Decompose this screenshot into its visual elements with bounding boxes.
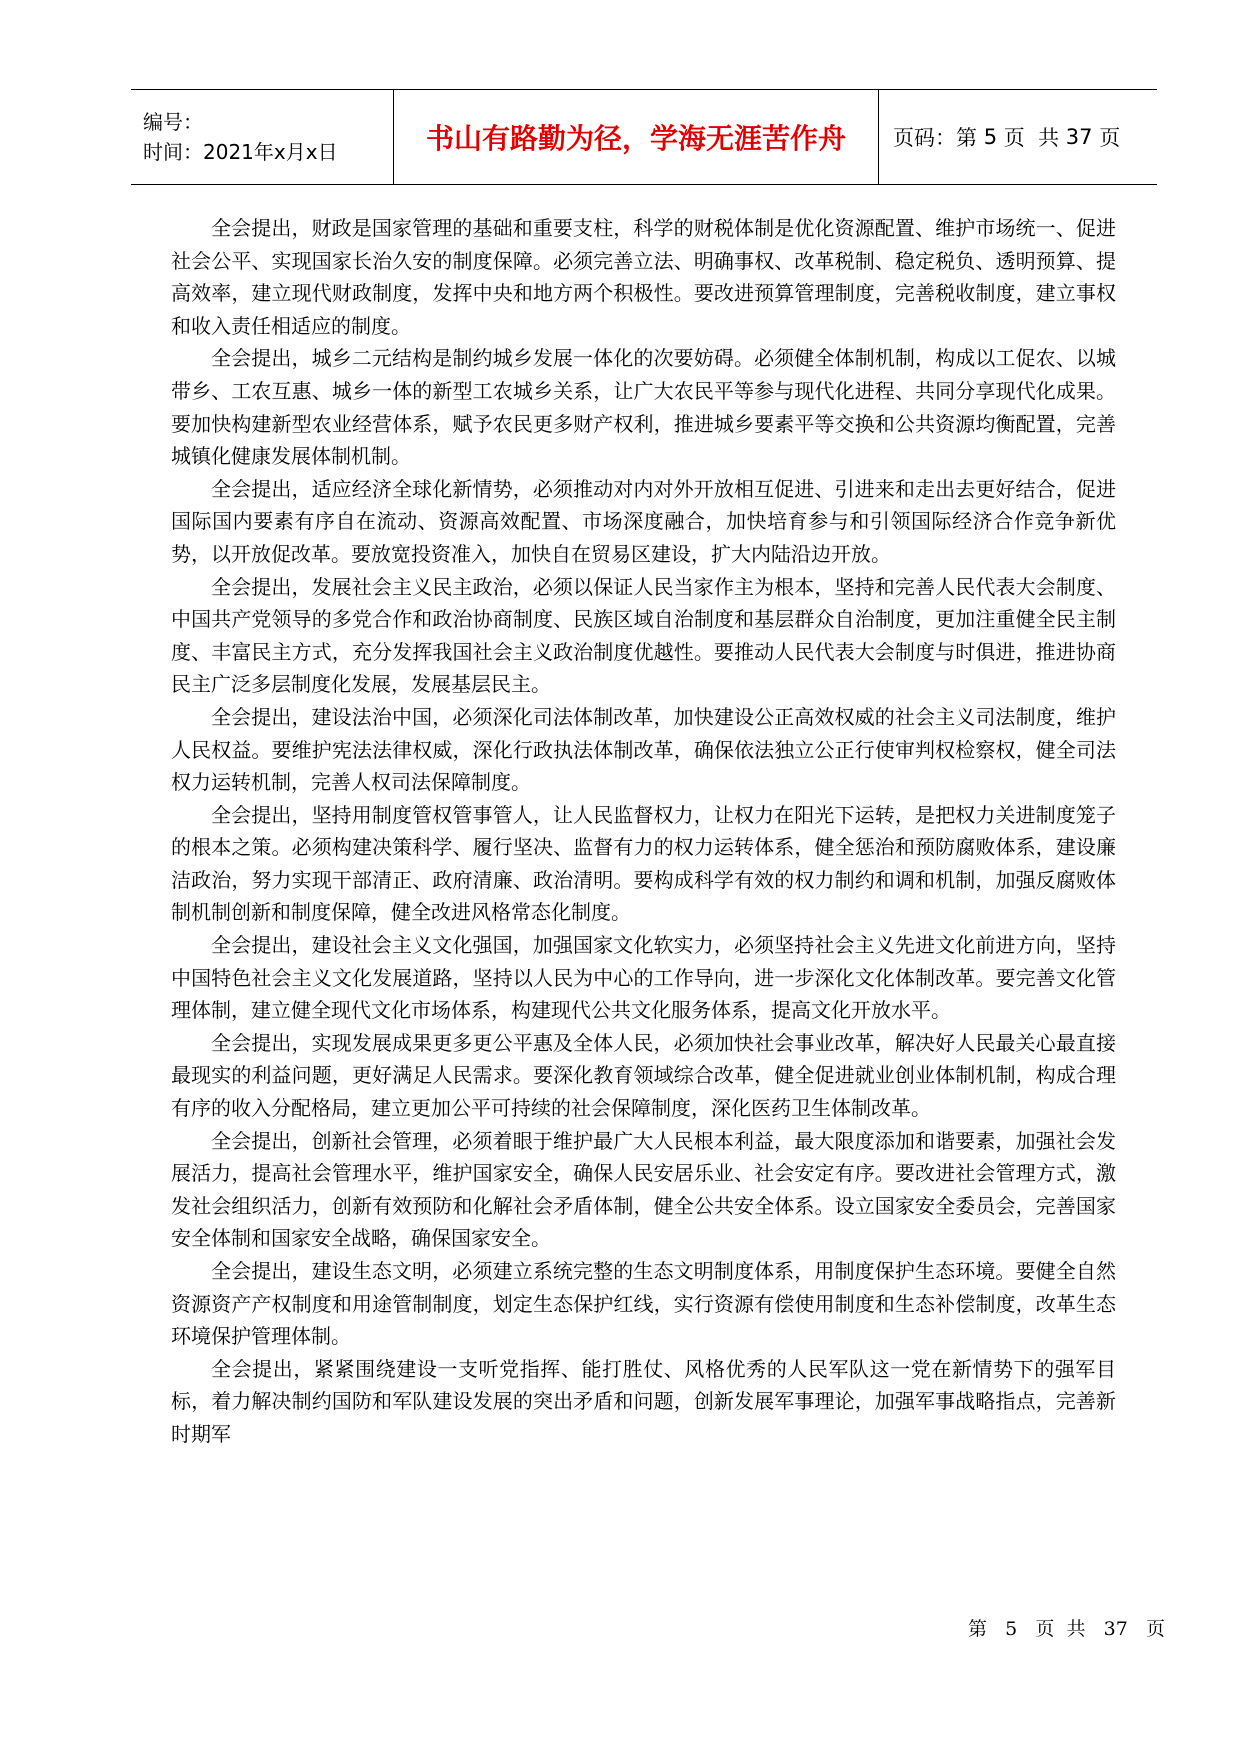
paragraph: 全会提出，创新社会管理，必须着眼于维护最广大人民根本利益，最大限度添加和谐要素，加强社会发展活力，提高社会管理水平，维护国家安全，确保人民安居乐业、社会安定有序。要改进社会管理方式，激发社会组织活力，创新有效预防和化解社会矛盾体制，健全公共安全体系。设立国家安全委员会，完善国家安全体制和国家安全战略，确保国家安全。 [171,1128,1116,1251]
paragraph: 全会提出，建设社会主义文化强国，加强国家文化软实力，必须坚持社会主义先进文化前进方向，坚持中国特色社会主义文化发展道路，坚持以人民为中心的工作导向，进一步深化文化体制改革。要完善文化管理体制，建立健全现代文化市场体系，构建现代公共文化服务体系，提高文化开放水平。 [171,933,1116,1023]
footer-current: 5 [1005,1618,1018,1640]
paragraph: 全会提出，坚持用制度管权管事管人，让人民监督权力，让权力在阳光下运转，是把权力关进制度笼子的根本之策。必须构建决策科学、履行坚决、监督有力的权力运转体系，健全惩治和预防腐败体系，建设廉洁政治，努力实现干部清正、政府清廉、政治清明。要构成科学有效的权力制约和调和机制，加强反腐败体制机制创新和制度保障，健全改进风格常态化制度。 [171,802,1116,925]
footer-total: 37 [1103,1618,1128,1640]
page-mid: 页 共 [1003,126,1060,150]
footer-unit: 页 [1145,1618,1165,1640]
paragraph: 全会提出，实现发展成果更多更公平惠及全体人民，必须加快社会事业改革，解决好人民最关心最直接最现实的利益问题，更好满足人民需求。要深化教育领域综合改革，健全促进就业创业体制机制，构成合理有序的收入分配格局，建立更加公平可持续的社会保障制度，深化医药卫生体制改革。 [171,1030,1116,1121]
header-meta [131,90,393,184]
header-page-code [879,90,1157,184]
page-code-label: 页码：第 [893,126,977,150]
time-label: 时间：2021年x月x日 [143,140,338,164]
motto-text: 书山有路勤为径，学海无涯苦作舟 [425,122,846,155]
paragraph: 全会提出，建设法治中国，必须深化司法体制改革，加快建设公正高效权威的社会主义司法制度，维护人民权益。要维护宪法法律权威，深化行政执法体制改革，确保依法独立公正行使审判权检察权，健全司法权力运转机制，完善人权司法保障制度。 [171,704,1116,795]
paragraph: 全会提出，财政是国家管理的基础和重要支柱，科学的财税体制是优化资源配置、维护市场统一、促进社会公平、实现国家长治久安的制度保障。必须完善立法、明确事权、改革税制、稳定税负、透明预算、提高效率，建立现代财政制度，发挥中央和地方两个积极性。要改进预算管理制度，完善税收制度，建立事权和收入责任相适应的制度。 [171,216,1116,338]
paragraph: 全会提出，发展社会主义民主政治，必须以保证人民当家作主为根本，坚持和完善人民代表大会制度、中国共产党领导的多党合作和政治协商制度、民族区域自治制度和基层群众自治制度，更加注重健全民主制度、丰富民主方式，充分发挥我国社会主义政治制度优越性。要推动人民代表大会制度与时俱进，推进协商民主广泛多层制度化发展，发展基层民主。 [171,574,1116,697]
footer-prefix: 第 [968,1618,988,1640]
paragraph: 全会提出，紧紧围绕建设一支听党指挥、能打胜仗、风格优秀的人民军队这一党在新情势下的强军目标，着力解决制约国防和军队建设发展的突出矛盾和问题，创新发展军事理论，加强军事战略指点，完善新时期军 [171,1356,1116,1446]
page-current: 5 [983,125,998,149]
paragraph: 全会提出，适应经济全球化新情势，必须推动对内对外开放相互促进、引进来和走出去更好结合，促进国际国内要素有序自在流动、资源高效配置、市场深度融合，加快培育参与和引领国际经济合作竞争新优势，以开放促改革。要放宽投资准入，加快自在贸易区建设，扩大内陆沿边开放。 [171,476,1116,566]
paragraph: 全会提出，建设生态文明，必须建立系统完整的生态文明制度体系，用制度保护生态环境。要健全自然资源资产产权制度和用途管制制度，划定生态保护红线，实行资源有偿使用制度和生态补偿制度，改革生态环境保护管理体制。 [171,1259,1116,1349]
page-total: 37 [1065,125,1093,149]
paragraph: 全会提出，城乡二元结构是制约城乡发展一体化的次要妨碍。必须健全体制机制，构成以工促农、以城带乡、工农互惠、城乡一体的新型工农城乡关系，让广大农民平等参与现代化进程、共同分享现代化成果。要加快构建新型农业经营体系，赋予农民更多财产权利，推进城乡要素平等交换和公共资源均衡配置，完善城镇化健康发展体制机制。 [171,346,1116,469]
document-body [171,212,1116,1451]
page-unit: 页 [1099,126,1121,150]
number-label: 编号： [143,110,203,134]
footer-mid: 页 共 [1035,1618,1086,1640]
page-header [131,89,1157,185]
header-motto-cell [393,90,879,184]
page-footer [968,1614,1165,1641]
